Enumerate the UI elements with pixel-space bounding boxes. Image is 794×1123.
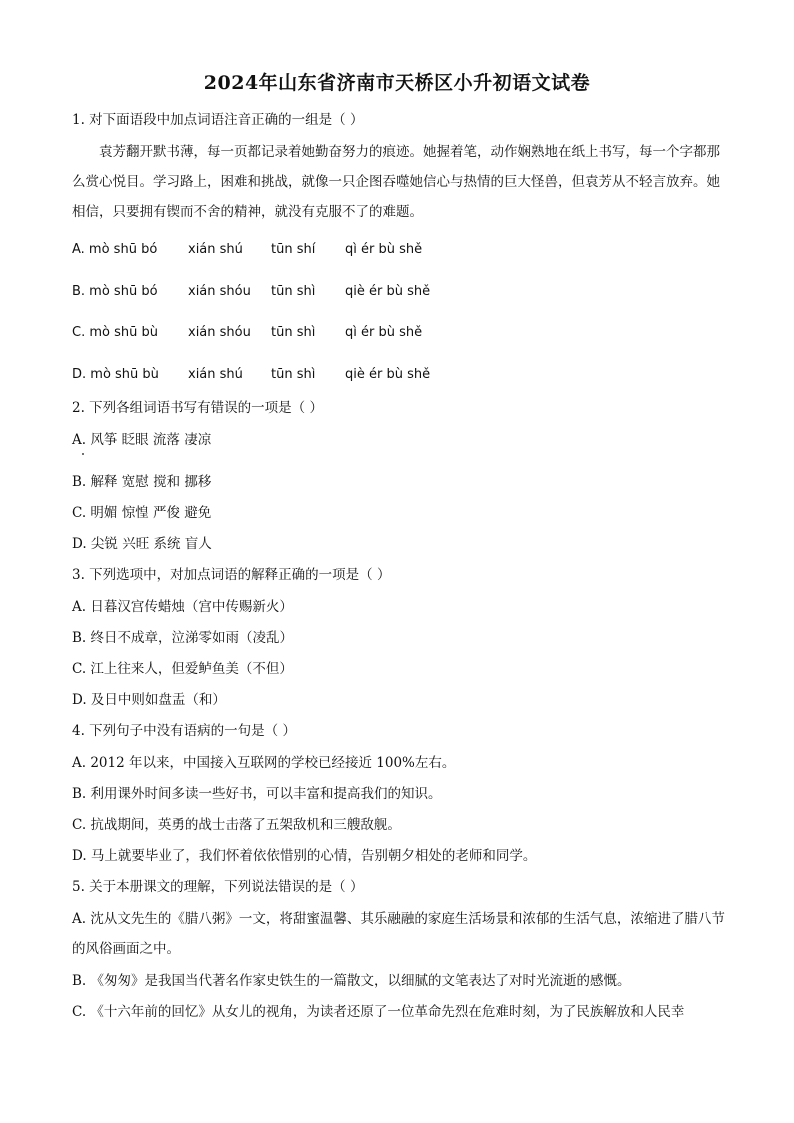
q1-option-c-1: C. mò shū bù [72,325,158,340]
q4-option-c: C. 抗战期间，英勇的战士击落了五架敌机和三艘敌舰。 [72,817,401,833]
q1-option-a-4: qì ér bù shě [345,242,423,257]
q2-option-a: A. 风筝 眨眼 流落 凄凉 [72,432,212,448]
q2-option-b: B. 解释 宽慰 搅和 挪移 [72,474,212,490]
q1-option-b-1: B. mò shū bó [72,284,158,299]
q1-option-b-4: qiè ér bù shě [345,284,431,299]
q1-option-a-1: A. mò shū bó [72,242,158,257]
exam-title: 2024年山东省济南市天桥区小升初语文试卷 [203,72,591,94]
q1-option-b-3: tūn shì [271,284,316,299]
decorative-dot [82,453,84,455]
q2-option-c: C. 明媚 惊惶 严俊 避免 [72,505,212,521]
q1-passage: 袁芳翻开默书薄，每一页都记录着她勤奋努力的痕迹。她握着笔，动作娴熟地在纸上书写，每一个字都那么赏心悦目。学习路上，困难和挑战，就像一只企图吞噬她信心与热情的巨大怪兽，但袁芳从不轻言放弃。她相信，只要拥有锲而不舍的精神，就没有克服不了的难题。 [72,144,720,220]
q1-option-d-2: xián shú [188,367,243,382]
q4-option-b: B. 利用课外时间多读一些好书，可以丰富和提高我们的知识。 [72,786,442,802]
q2-stem: 2. 下列各组词语书写有错误的一项是（ ） [72,400,323,416]
q5-option-a: A. 沈从文先生的《腊八粥》一文，将甜蜜温馨、其乐融融的家庭生活场景和浓郁的生活气息，浓缩进了腊八节的风俗画面之中。 [72,911,725,957]
q1-option-c-2: xián shóu [188,325,251,340]
q5-stem: 5. 关于本册课文的理解，下列说法错误的是（ ） [72,879,364,895]
q1-option-c-3: tūn shì [271,325,316,340]
q1-option-d-4: qiè ér bù shě [345,367,431,382]
q3-option-a: A. 日暮汉宫传蜡烛（宫中传赐新火） [72,599,293,615]
q1-option-c-4: qì ér bù shě [345,325,423,340]
q1-option-d-1: D. mò shū bù [72,367,159,382]
q3-option-b: B. 终日不成章，泣涕零如雨（凌乱） [72,630,294,646]
q4-option-d: D. 马上就要毕业了，我们怀着依依惜别的心情，告别朝夕相处的老师和同学。 [72,848,537,864]
q4-option-a: A. 2012 年以来，中国接入互联网的学校已经接近 100%左右。 [72,755,456,771]
q1-option-b-2: xián shóu [188,284,251,299]
q2-option-d: D. 尖锐 兴旺 系统 盲人 [72,536,212,552]
q5-option-c: C. 《十六年前的回忆》从女儿的视角，为读者还原了一位革命先烈在危难时刻，为了民族解放和人民幸 [72,1004,685,1020]
q3-option-c: C. 江上往来人，但爱鲈鱼美（不但） [72,661,293,677]
q1-stem: 1. 对下面语段中加点词语注音正确的一组是（ ） [72,112,364,128]
q1-option-a-3: tūn shí [271,242,316,257]
q4-stem: 4. 下列句子中没有语病的一句是（ ） [72,723,296,739]
q1-option-a-2: xián shú [188,242,243,257]
q3-option-d: D. 及日中则如盘盂（和） [72,692,226,708]
q3-stem: 3. 下列选项中，对加点词语的解释正确的一项是（ ） [72,567,391,583]
q1-option-d-3: tūn shì [271,367,316,382]
q5-option-b: B. 《匆匆》是我国当代著名作家史铁生的一篇散文，以细腻的文笔表达了对时光流逝的感慨。 [72,973,631,989]
